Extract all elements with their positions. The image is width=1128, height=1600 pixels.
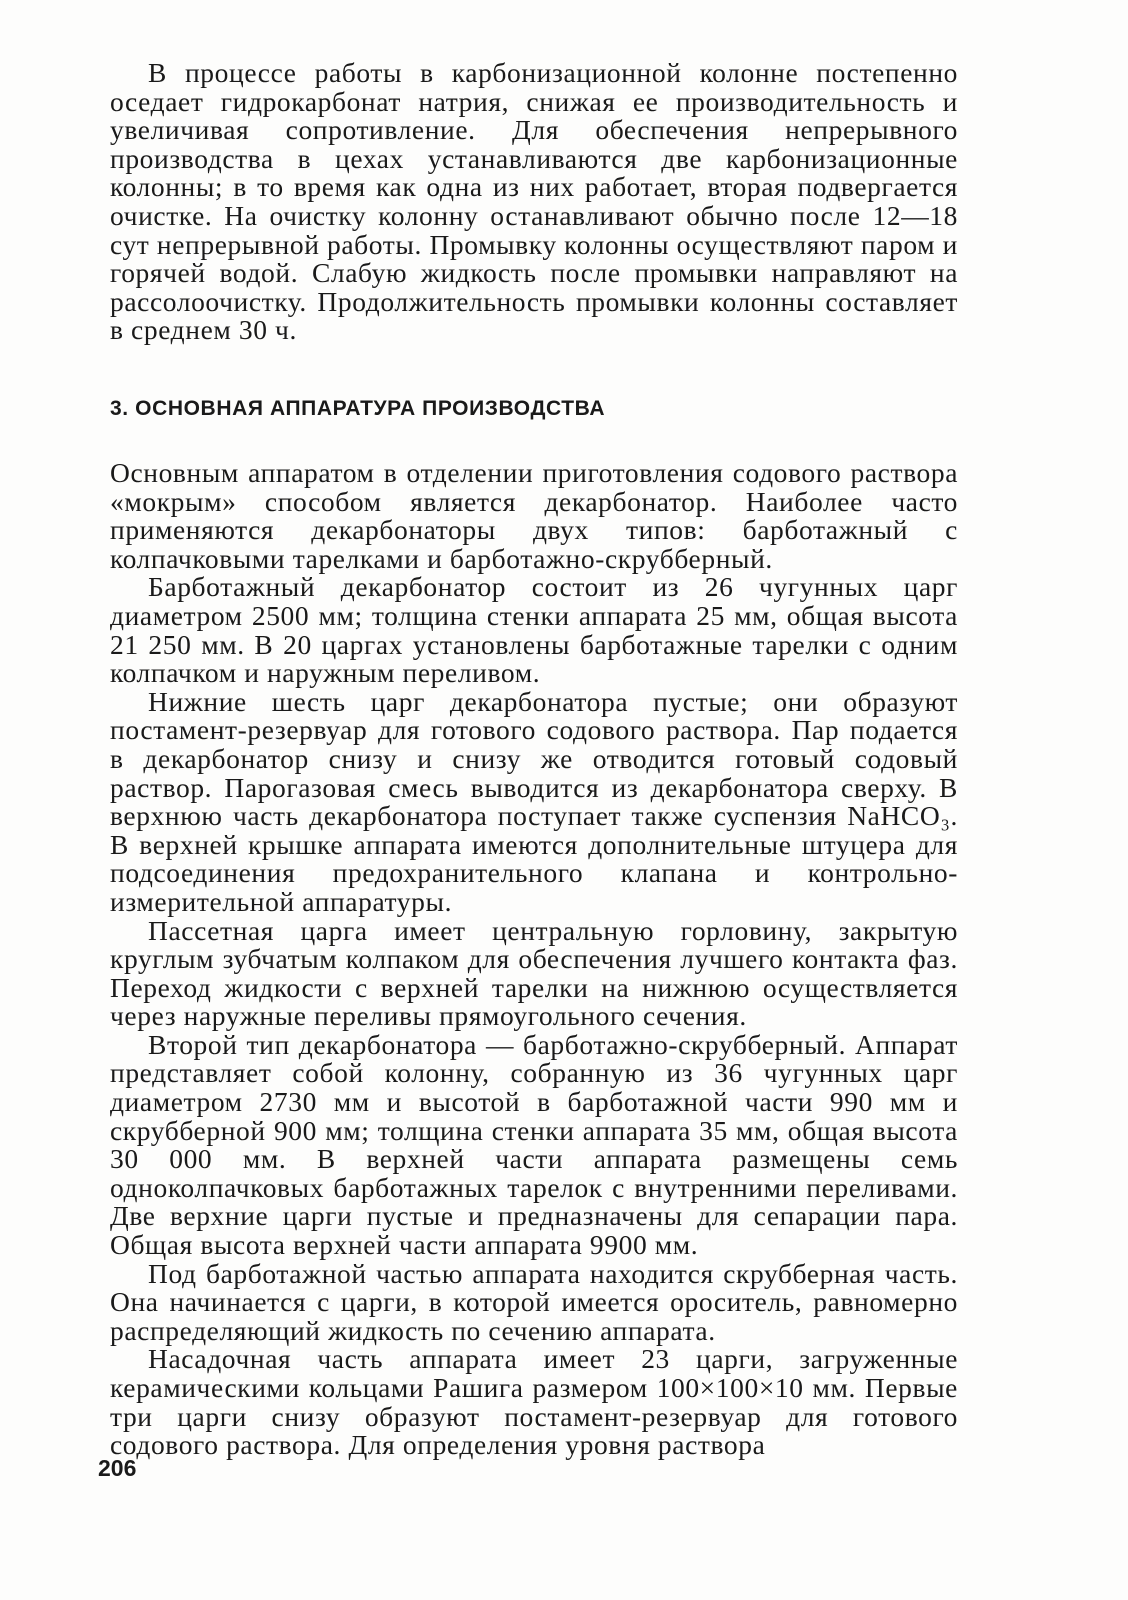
paragraph-decarbonator-main: Основным аппаратом в отделении приготовления содового раствора «мокрым» способом является декарбонатор. Наиболее часто применяются декарбонаторы двух типов: барботажный с колпачковыми тарелками и барботажно-скрубберный.: [110, 457, 958, 574]
paragraph-carbonization-column: В процессе работы в карбонизационной колонне постепенно оседает гидрокарбонат натрия, снижая ее производительность и увеличивая сопротивление. Для обеспечения непрерывного производства в цехах устанавливаются две карбонизационные колонны; в то время как одна из них работает, вторая подвергается очистке. На очистку колонну останавливают обычно после 12—18 сут непрерывной работы. Промывку колонны осуществляют паром и горячей водой. Слабую жидкость после промывки направляют на рассолоочистку. Продолжительность промывки колонны составляет в среднем 30 ч.: [110, 57, 958, 346]
paragraph-lower-shells: Нижние шесть царг декарбонатора пустые; они образуют постамент-резервуар для готового содового раствора. Пар подается в декарбонатор снизу и снизу же отводится готовый содовый раствор. Парогазовая смесь выводится из декарбонатора сверху. В верхнюю часть декарбонатора поступает также суспензия NaHCO₃. В верхней крышке аппарата имеются дополнительные штуцера для подсоединения предохранительного клапана и контрольно-измерительной аппаратуры.: [110, 685, 958, 917]
section-heading: 3. ОСНОВНАЯ АППАРАТУРА ПРОИЗВОДСТВА: [110, 397, 606, 420]
paragraph-passet-shell: Пассетная царга имеет центральную горловину, закрытую круглым зубчатым колпаком для обеспечения лучшего контакта фаз. Переход жидкости с верхней тарелки на нижнюю осуществляется через наружные переливы прямоугольного сечения.: [110, 914, 958, 1032]
paragraph-second-type: Второй тип декарбонатора — барботажно-скрубберный. Аппарат представляет собой колонну, собранную из 36 чугунных царг диаметром 2730 мм и высотой в барботажной части 990 мм и скрубберной 900 мм; толщина стенки аппарата 35 мм, общая высота 30 000 мм. В верхней части аппарата размещены семь одноколпачковых барботажных тарелок с внутренними переливами. Две верхние царги пустые и предназначены для сепарации пара. Общая высота верхней части аппарата 9900 мм.: [110, 1028, 958, 1261]
paragraph-packing-part: Насадочная часть аппарата имеет 23 царги, загруженные керамическими кольцами Рашига размером 100×100×10 мм. Первые три царги снизу образуют постамент-резервуар для готового содового раствора. Для определения уровня раствора: [110, 1343, 958, 1461]
paragraph-scrubber-part: Под барботажной частью аппарата находится скрубберная часть. Она начинается с царги, в которой имеется ороситель, равномерно распределяющий жидкость по сечению аппарата.: [110, 1257, 958, 1346]
page-number: 206: [98, 1455, 137, 1481]
intro-text-block: [110, 59, 958, 345]
section-text-block: [110, 459, 958, 1460]
paragraph-bubbling-decarbonator: Барботажный декарбонатор состоит из 26 чугунных царг диаметром 2500 мм; толщина стенки аппарата 25 мм, общая высота 21 250 мм. В 20 царгах установлены барботажные тарелки с одним колпачком и наружным переливом.: [110, 571, 958, 689]
